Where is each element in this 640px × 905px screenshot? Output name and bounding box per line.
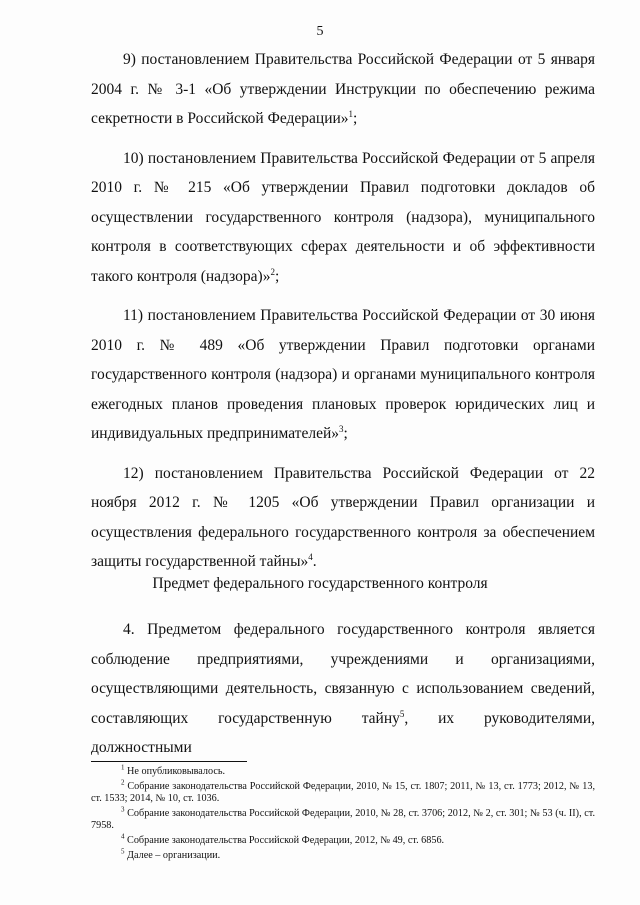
list-item: 9) постановлением Правительства Российской Федерации от 5 января 2004 г. № 3-1 «Об утверждении Инструкции по обеспечению режима секретности в Российской Федерации»$^1$; [91, 51, 595, 127]
footnote: $^4$ Собрание законодательства Российской Федерации, 2012, № 49, ст. 6856. [121, 832, 445, 846]
footnote-ref: 2 [270, 266, 275, 277]
footnote-ref: 1 [348, 108, 354, 119]
list-item: 12) постановлением Правительства Российской Федерации от 22 ноября 2012 г. № 1205 «Об утверждении Правил организации и осуществления федерального государственного контроля за обеспечением защиты государственной тайны»$^4$. [91, 464, 595, 570]
footnote-ref: 4 [308, 551, 313, 562]
body-list [91, 45, 595, 587]
list-item: 10) постановлением Правительства Российской Федерации от 5 апреля 2010 г. № 215 «Об утверждении Правил подготовки докладов об осуществлении государственного контроля (надзора), муниципального контроля в соответствующих сферах деятельности и об эффективности такого контроля (надзора)»$^2$; [91, 149, 595, 285]
footnote: $^1$ Не опубликовывалось. [121, 763, 226, 777]
footnotes [91, 763, 595, 864]
footnote: $^5$ Далее – организации. [121, 847, 221, 861]
footnote: $^3$ Собрание законодательства Российской Федерации, 2010, № 28, ст. 3706; 2012, № 2, ст. 301; № 53 (ч. II), ст. 7958. [91, 805, 595, 832]
footnote-ref: 5 [399, 708, 405, 719]
footnote-separator [91, 761, 247, 762]
page-number: 5 [316, 24, 324, 39]
section-heading: Предмет федерального государственного контроля [152, 575, 488, 592]
section-paragraph: 4. Предметом федерального государственного контроля является соблюдение предприятиями, учреждениями и организациями, осуществляющими деятельность, связанную с использованием сведений, составляющих государственную тайну$^5$, их руководителями, должностными [91, 621, 595, 756]
section-body [91, 615, 595, 773]
footnote-ref: 3 [339, 423, 344, 434]
footnote: $^2$ Собрание законодательства Российской Федерации, 2010, № 15, ст. 1807; 2011, № 13, ст. 1773; 2012, № 13, ст. 1533; 2014, № 10, ст. 1036. [91, 778, 595, 805]
list-item: 11) постановлением Правительства Российской Федерации от 30 июня 2010 г. № 489 «Об утверждении Правил подготовки органами государственного контроля (надзора) и органами муниципального контроля ежегодных планов проведения плановых проверок юридических лиц и индивидуальных предпринимателей»$^3$; [91, 307, 595, 442]
